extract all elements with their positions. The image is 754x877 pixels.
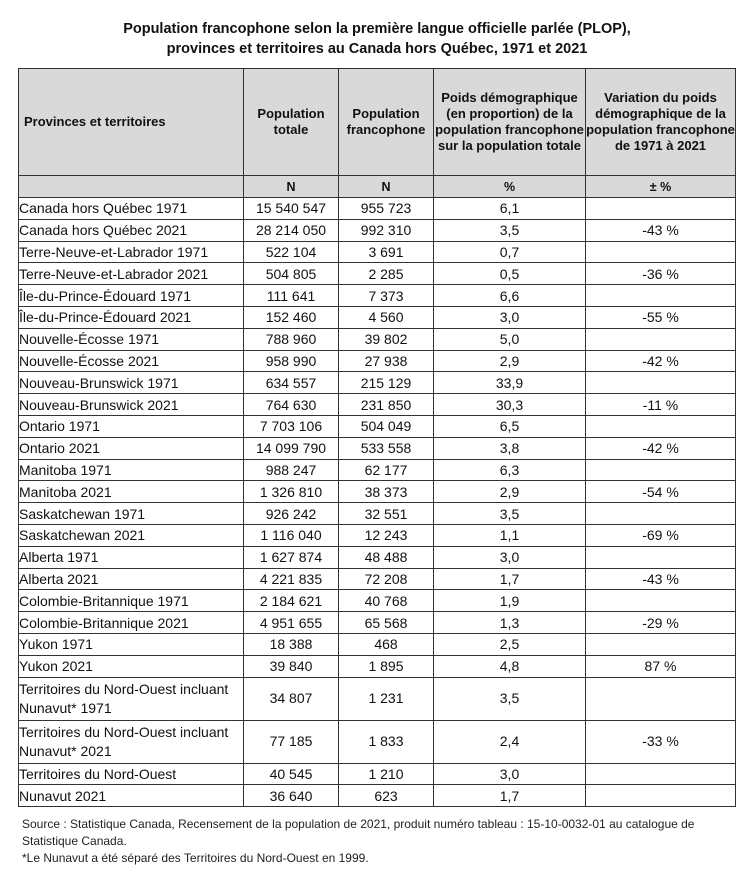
cell-variation	[586, 677, 736, 720]
cell-poids-demographique: 6,6	[434, 285, 586, 307]
table-row	[19, 263, 736, 285]
table-row	[19, 633, 736, 655]
cell-variation	[586, 546, 736, 568]
cell-population-francophone: 992 310	[339, 219, 434, 241]
cell-population-francophone: 955 723	[339, 198, 434, 220]
cell-poids-demographique: 0,5	[434, 263, 586, 285]
cell-poids-demographique: 2,9	[434, 481, 586, 503]
document-title	[0, 19, 754, 59]
table-row	[19, 590, 736, 612]
cell-population-totale: 28 214 050	[244, 219, 339, 241]
cell-poids-demographique: 5,0	[434, 328, 586, 350]
cell-variation	[586, 763, 736, 785]
cell-poids-demographique: 1,7	[434, 568, 586, 590]
cell-poids-demographique: 1,1	[434, 524, 586, 546]
header-province: Provinces et territoires	[19, 69, 244, 176]
cell-population-totale: 1 627 874	[244, 546, 339, 568]
cell-province: Manitoba 1971	[19, 459, 244, 481]
header-variation: Variation du poids démographique de la population francophone de 1971 à 2021	[586, 69, 736, 176]
cell-variation	[586, 503, 736, 525]
cell-population-francophone: 623	[339, 785, 434, 807]
cell-variation	[586, 198, 736, 220]
cell-population-francophone: 3 691	[339, 241, 434, 263]
cell-province: Terre-Neuve-et-Labrador 2021	[19, 263, 244, 285]
cell-province: Canada hors Québec 2021	[19, 219, 244, 241]
table-row	[19, 568, 736, 590]
cell-population-totale: 1 116 040	[244, 524, 339, 546]
cell-population-totale: 18 388	[244, 633, 339, 655]
cell-population-francophone: 2 285	[339, 263, 434, 285]
table-row	[19, 524, 736, 546]
cell-variation: -54 %	[586, 481, 736, 503]
cell-province: Territoires du Nord-Ouest	[19, 763, 244, 785]
table-body	[19, 198, 736, 807]
footer-notes	[22, 816, 742, 867]
cell-province: Nouvelle-Écosse 1971	[19, 328, 244, 350]
table-row	[19, 763, 736, 785]
cell-population-totale: 788 960	[244, 328, 339, 350]
cell-poids-demographique: 3,8	[434, 437, 586, 459]
cell-population-francophone: 215 129	[339, 372, 434, 394]
title-line-1: Population francophone selon la première langue officielle parlée (PLOP),	[123, 21, 631, 37]
cell-population-totale: 4 221 835	[244, 568, 339, 590]
cell-province: Canada hors Québec 1971	[19, 198, 244, 220]
cell-variation: -11 %	[586, 394, 736, 416]
cell-province: Territoires du Nord-Ouest incluant Nunavut* 2021	[19, 720, 244, 763]
cell-variation	[586, 785, 736, 807]
cell-population-francophone: 48 488	[339, 546, 434, 568]
cell-population-totale: 40 545	[244, 763, 339, 785]
cell-population-totale: 764 630	[244, 394, 339, 416]
cell-population-francophone: 231 850	[339, 394, 434, 416]
table-row	[19, 372, 736, 394]
unit-population-totale: N	[244, 176, 339, 198]
cell-population-francophone: 1 895	[339, 655, 434, 677]
cell-province: Ontario 2021	[19, 437, 244, 459]
cell-population-francophone: 7 373	[339, 285, 434, 307]
cell-population-totale: 4 951 655	[244, 612, 339, 634]
cell-variation: -33 %	[586, 720, 736, 763]
table-row	[19, 546, 736, 568]
cell-variation	[586, 328, 736, 350]
cell-population-francophone: 27 938	[339, 350, 434, 372]
table-row	[19, 241, 736, 263]
cell-population-totale: 1 326 810	[244, 481, 339, 503]
cell-variation	[586, 415, 736, 437]
cell-population-totale: 39 840	[244, 655, 339, 677]
cell-population-totale: 14 099 790	[244, 437, 339, 459]
table-row	[19, 785, 736, 807]
cell-population-francophone: 533 558	[339, 437, 434, 459]
table-row	[19, 306, 736, 328]
cell-province: Nunavut 2021	[19, 785, 244, 807]
cell-population-francophone: 1 833	[339, 720, 434, 763]
cell-province: Saskatchewan 2021	[19, 524, 244, 546]
cell-poids-demographique: 2,9	[434, 350, 586, 372]
cell-province: Nouvelle-Écosse 2021	[19, 350, 244, 372]
cell-variation: -42 %	[586, 437, 736, 459]
cell-province: Terre-Neuve-et-Labrador 1971	[19, 241, 244, 263]
cell-population-totale: 36 640	[244, 785, 339, 807]
cell-population-francophone: 65 568	[339, 612, 434, 634]
cell-poids-demographique: 0,7	[434, 241, 586, 263]
cell-variation: 87 %	[586, 655, 736, 677]
population-table	[18, 68, 736, 807]
cell-population-francophone: 1 231	[339, 677, 434, 720]
cell-poids-demographique: 1,3	[434, 612, 586, 634]
cell-variation	[586, 241, 736, 263]
table-row	[19, 350, 736, 372]
cell-province: Île-du-Prince-Édouard 1971	[19, 285, 244, 307]
cell-poids-demographique: 2,5	[434, 633, 586, 655]
unit-province	[19, 176, 244, 198]
cell-population-totale: 111 641	[244, 285, 339, 307]
cell-province: Yukon 1971	[19, 633, 244, 655]
cell-variation: -36 %	[586, 263, 736, 285]
cell-poids-demographique: 6,1	[434, 198, 586, 220]
cell-population-totale: 926 242	[244, 503, 339, 525]
cell-poids-demographique: 3,5	[434, 219, 586, 241]
cell-province: Alberta 1971	[19, 546, 244, 568]
table-row	[19, 677, 736, 720]
table-row	[19, 459, 736, 481]
table-row	[19, 612, 736, 634]
cell-poids-demographique: 3,0	[434, 546, 586, 568]
cell-province: Ontario 1971	[19, 415, 244, 437]
cell-poids-demographique: 3,0	[434, 763, 586, 785]
cell-province: Colombie-Britannique 1971	[19, 590, 244, 612]
cell-poids-demographique: 6,5	[434, 415, 586, 437]
cell-population-francophone: 38 373	[339, 481, 434, 503]
cell-province: Territoires du Nord-Ouest incluant Nunavut* 1971	[19, 677, 244, 720]
cell-variation	[586, 285, 736, 307]
cell-poids-demographique: 1,9	[434, 590, 586, 612]
table-row	[19, 655, 736, 677]
cell-variation: -55 %	[586, 306, 736, 328]
table-row	[19, 503, 736, 525]
cell-province: Nouveau-Brunswick 2021	[19, 394, 244, 416]
cell-poids-demographique: 4,8	[434, 655, 586, 677]
title-line-2: provinces et territoires au Canada hors Québec, 1971 et 2021	[166, 41, 588, 57]
cell-population-francophone: 72 208	[339, 568, 434, 590]
cell-poids-demographique: 6,3	[434, 459, 586, 481]
cell-population-francophone: 504 049	[339, 415, 434, 437]
cell-variation	[586, 372, 736, 394]
table-row	[19, 198, 736, 220]
cell-variation: -43 %	[586, 568, 736, 590]
table-row	[19, 219, 736, 241]
cell-population-totale: 15 540 547	[244, 198, 339, 220]
cell-population-totale: 504 805	[244, 263, 339, 285]
cell-population-totale: 2 184 621	[244, 590, 339, 612]
cell-province: Manitoba 2021	[19, 481, 244, 503]
cell-population-totale: 77 185	[244, 720, 339, 763]
cell-population-totale: 7 703 106	[244, 415, 339, 437]
cell-poids-demographique: 2,4	[434, 720, 586, 763]
cell-variation: -42 %	[586, 350, 736, 372]
cell-variation	[586, 633, 736, 655]
header-population-francophone: Population francophone	[339, 69, 434, 176]
cell-variation	[586, 590, 736, 612]
footnote: *Le Nunavut a été séparé des Territoires du Nord-Ouest en 1999.	[22, 851, 369, 865]
cell-province: Colombie-Britannique 2021	[19, 612, 244, 634]
header-poids-demographique: Poids démographique (en proportion) de la population francophone sur la population totale	[434, 69, 586, 176]
cell-variation	[586, 459, 736, 481]
cell-population-francophone: 12 243	[339, 524, 434, 546]
cell-population-totale: 988 247	[244, 459, 339, 481]
cell-population-francophone: 62 177	[339, 459, 434, 481]
cell-population-totale: 34 807	[244, 677, 339, 720]
cell-province: Nouveau-Brunswick 1971	[19, 372, 244, 394]
table-row	[19, 437, 736, 459]
cell-population-francophone: 32 551	[339, 503, 434, 525]
table-row	[19, 285, 736, 307]
table-row	[19, 720, 736, 763]
table-header	[19, 69, 736, 198]
cell-poids-demographique: 30,3	[434, 394, 586, 416]
unit-population-francophone: N	[339, 176, 434, 198]
table-row	[19, 328, 736, 350]
cell-poids-demographique: 3,5	[434, 677, 586, 720]
unit-poids-demographique: %	[434, 176, 586, 198]
unit-variation: ± %	[586, 176, 736, 198]
cell-population-francophone: 468	[339, 633, 434, 655]
cell-population-francophone: 39 802	[339, 328, 434, 350]
cell-variation: -69 %	[586, 524, 736, 546]
cell-variation: -43 %	[586, 219, 736, 241]
cell-variation: -29 %	[586, 612, 736, 634]
cell-population-totale: 152 460	[244, 306, 339, 328]
cell-poids-demographique: 33,9	[434, 372, 586, 394]
cell-poids-demographique: 3,0	[434, 306, 586, 328]
table-row	[19, 394, 736, 416]
cell-population-totale: 634 557	[244, 372, 339, 394]
table-row	[19, 481, 736, 503]
cell-population-francophone: 1 210	[339, 763, 434, 785]
cell-population-francophone: 4 560	[339, 306, 434, 328]
cell-poids-demographique: 3,5	[434, 503, 586, 525]
cell-province: Île-du-Prince-Édouard 2021	[19, 306, 244, 328]
header-population-totale: Population totale	[244, 69, 339, 176]
cell-population-totale: 958 990	[244, 350, 339, 372]
cell-population-totale: 522 104	[244, 241, 339, 263]
cell-population-francophone: 40 768	[339, 590, 434, 612]
cell-province: Saskatchewan 1971	[19, 503, 244, 525]
table-row	[19, 415, 736, 437]
cell-poids-demographique: 1,7	[434, 785, 586, 807]
source-note: Source : Statistique Canada, Recensement de la population de 2021, produit numéro tableau : 15-10-0032-01 au catalogue de Statistique Canada.	[22, 817, 695, 848]
cell-province: Alberta 2021	[19, 568, 244, 590]
cell-province: Yukon 2021	[19, 655, 244, 677]
